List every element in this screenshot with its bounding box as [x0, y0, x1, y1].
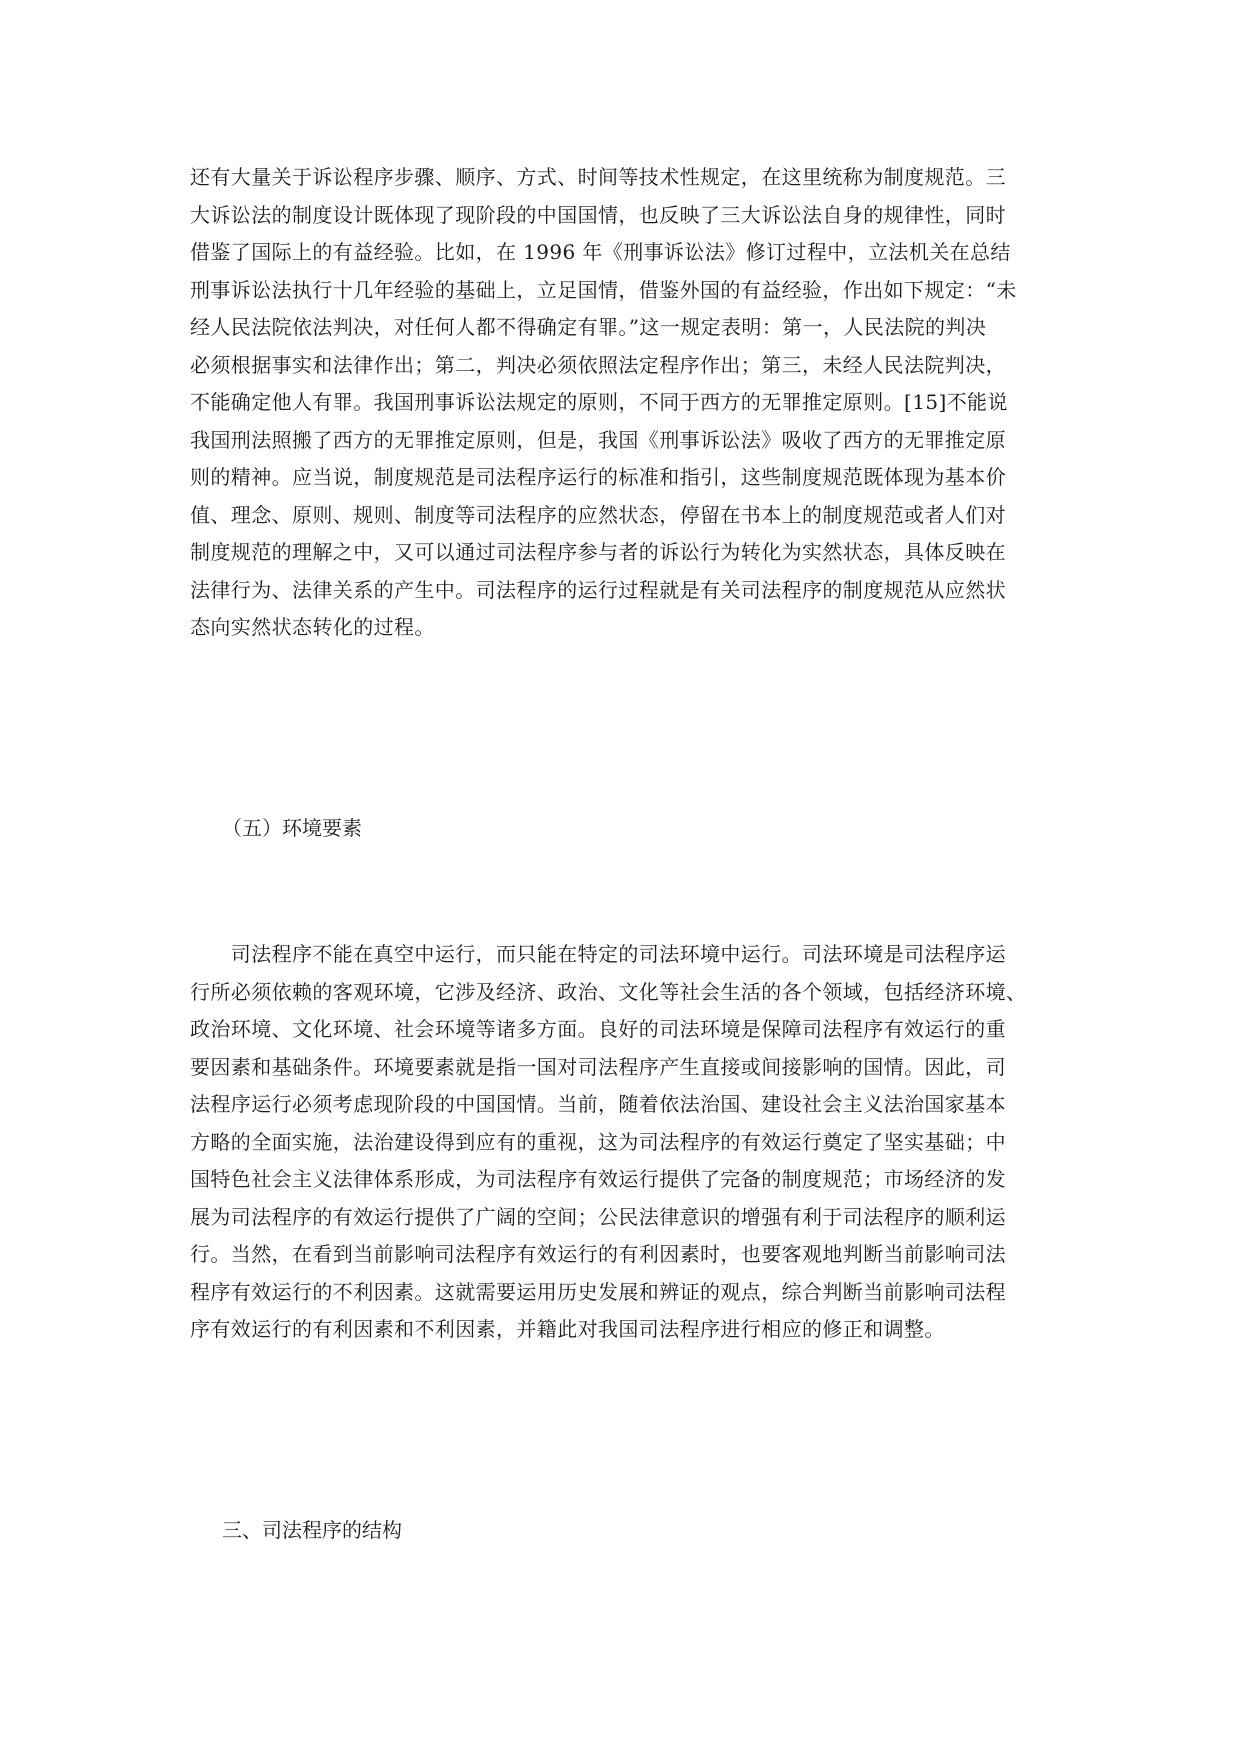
text-line: 序有效运行的有利因素和不利因素，并籍此对我国司法程序进行相应的修正和调整。	[190, 1317, 945, 1341]
text-line: 方略的全面实施，法治建设得到应有的重视，这为司法程序的有效运行奠定了坚实基础；中	[190, 1129, 1006, 1154]
text-line: 则的精神。应当说，制度规范是司法程序运行的标准和指引，这些制度规范既体现为基本价	[190, 465, 1006, 489]
text-line: 国特色社会主义法律体系形成，为司法程序有效运行提供了完备的制度规范；市场经济的发	[190, 1167, 1006, 1191]
text-line: 行。当然，在看到当前影响司法程序有效运行的有利因素时，也要客观地判断当前影响司法	[190, 1242, 1006, 1266]
text-line: 经人民法院依法判决，对任何人都不得确定有罪。”这一规定表明：第一，人民法院的判决	[190, 315, 987, 339]
paragraph-environment	[190, 936, 1052, 1349]
text-line: 大诉讼法的制度设计既体现了现阶段的中国国情，也反映了三大诉讼法自身的规律性，同时	[190, 202, 1006, 227]
text-line: 必须根据事实和法律作出；第二，判决必须依照法定程序作出；第三，未经人民法院判决，	[190, 352, 1006, 377]
text-line: 制度规范的理解之中，又可以通过司法程序参与者的诉讼行为转化为实然状态，具体反映在	[190, 540, 1006, 564]
text-line: 不能确定他人有罪。我国刑事诉讼法规定的原则，不同于西方的无罪推定原则。[15]不能说	[190, 390, 1008, 414]
text-line: 要因素和基础条件。环境要素就是指一国对司法程序产生直接或间接影响的国情。因此，司	[190, 1054, 1006, 1079]
text-line: 还有大量关于诉讼程序步骤、顺序、方式、时间等技术性规定，在这里统称为制度规范。三	[190, 165, 1006, 189]
text-line: 刑事诉讼法执行十几年经验的基础上，立足国情，借鉴外国的有益经验，作出如下规定：“未	[190, 277, 1017, 302]
paragraph-institutional-norms	[190, 159, 1052, 647]
text-line: 我国刑法照搬了西方的无罪推定原则，但是，我国《刑事诉讼法》吸收了西方的无罪推定原	[190, 427, 1006, 452]
text-line: 值、理念、原则、规则、制度等司法程序的应然状态，停留在书本上的制度规范或者人们对	[190, 502, 1006, 527]
text-line: 政治环境、文化环境、社会环境等诸多方面。良好的司法环境是保障司法程序有效运行的重	[190, 1017, 1006, 1041]
text-line: 法程序运行必须考虑现阶段的中国国情。当前，随着依法治国、建设社会主义法治国家基本	[190, 1092, 1006, 1116]
section-heading-structure: 三、司法程序的结构	[222, 1518, 402, 1542]
text-line: 司法程序不能在真空中运行，而只能在特定的司法环境中运行。司法环境是司法程序运	[190, 942, 1006, 966]
text-line: 展为司法程序的有效运行提供了广阔的空间；公民法律意识的增强有利于司法程序的顺利运	[190, 1204, 1006, 1229]
text-line: 借鉴了国际上的有益经验。比如，在 1996 年《刑事诉讼法》修订过程中，立法机关在总结	[190, 240, 1011, 264]
text-line: 法律行为、法律关系的产生中。司法程序的运行过程就是有关司法程序的制度规范从应然状	[190, 577, 1006, 602]
text-line: 行所必须依赖的客观环境，它涉及经济、政治、文化等社会生活的各个领域，包括经济环境、	[190, 979, 1027, 1004]
section-heading-environment: （五）环境要素	[222, 816, 362, 840]
text-line: 程序有效运行的不利因素。这就需要运用历史发展和辨证的观点，综合判断当前影响司法程	[190, 1279, 1006, 1304]
text-line: 态向实然状态转化的过程。	[190, 615, 435, 639]
